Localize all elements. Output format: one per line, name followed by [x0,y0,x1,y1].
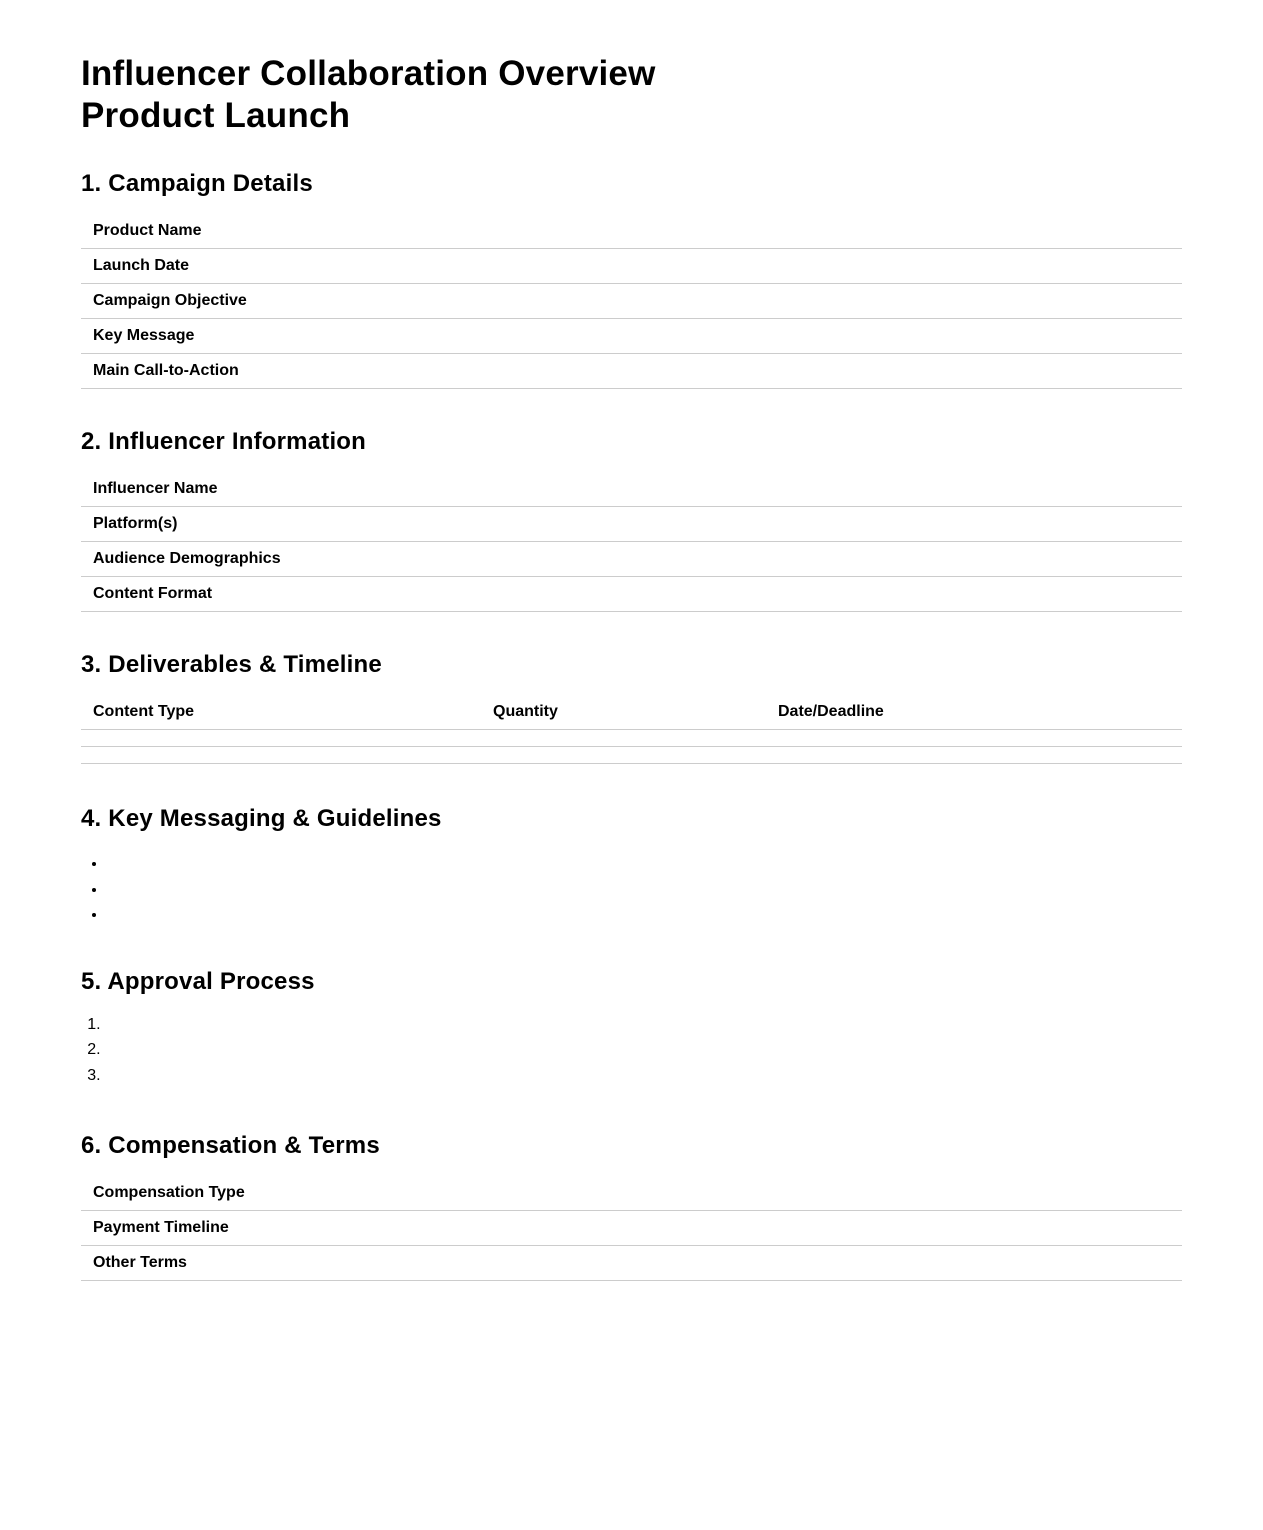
row-value[interactable] [1050,1246,1182,1281]
cell-content-type[interactable] [81,747,481,764]
list-item[interactable] [107,902,1182,928]
table-row [81,319,1182,354]
row-label: Platform(s) [81,507,1070,542]
row-value[interactable] [1051,354,1182,389]
section-heading-compensation: 6. Compensation & Terms [81,1132,380,1159]
row-value[interactable] [1070,542,1182,577]
row-value[interactable] [1070,472,1182,507]
row-label: Main Call-to-Action [81,354,1051,389]
column-header-content-type: Content Type [81,695,481,730]
row-label: Content Format [81,577,1070,612]
row-label: Campaign Objective [81,284,1051,319]
cell-date-deadline[interactable] [766,730,1182,747]
table-row [81,542,1182,577]
table-row [81,214,1182,249]
table-row [81,284,1182,319]
row-label: Audience Demographics [81,542,1070,577]
row-value[interactable] [1070,507,1182,542]
table-row [81,354,1182,389]
section-heading-messaging: 4. Key Messaging & Guidelines [81,805,442,832]
cell-quantity[interactable] [481,730,766,747]
row-label: Product Name [81,214,1051,249]
column-header-date-deadline: Date/Deadline [766,695,1182,730]
table-row [81,1211,1182,1246]
table-row [81,1176,1182,1211]
row-value[interactable] [1051,319,1182,354]
document [81,0,1182,1281]
list-item[interactable] [105,1037,1182,1063]
row-value[interactable] [1051,214,1182,249]
row-value[interactable] [1070,577,1182,612]
table-row [81,249,1182,284]
table-row [81,472,1182,507]
title-line-2: Product Launch [81,96,351,135]
cell-date-deadline[interactable] [766,747,1182,764]
row-label: Compensation Type [81,1176,1050,1211]
messaging-guidelines-list [81,851,1182,928]
list-item[interactable] [107,877,1182,903]
section-heading-approval: 5. Approval Process [81,967,315,995]
row-value[interactable] [1050,1211,1182,1246]
table-header-row [81,695,1182,730]
list-item[interactable] [105,1012,1182,1038]
deliverables-table [81,695,1182,764]
table-row [81,577,1182,612]
table-row [81,1246,1182,1281]
row-value[interactable] [1050,1176,1182,1211]
table-row [81,747,1182,764]
table-row [81,507,1182,542]
row-label: Other Terms [81,1246,1050,1281]
title-line-1: Influencer Collaboration Overview [81,54,656,93]
list-item[interactable] [107,851,1182,877]
column-header-quantity: Quantity [481,695,766,730]
approval-process-list [81,1012,1182,1089]
row-value[interactable] [1051,284,1182,319]
section-heading-deliverables: 3. Deliverables & Timeline [81,651,382,678]
document-title [81,53,1182,137]
section-heading-influencer: 2. Influencer Information [81,428,367,455]
section-heading-campaign: 1. Campaign Details [81,170,313,197]
cell-quantity[interactable] [481,747,766,764]
table-row [81,730,1182,747]
row-label: Payment Timeline [81,1211,1050,1246]
cell-content-type[interactable] [81,730,481,747]
row-label: Influencer Name [81,472,1070,507]
row-label: Launch Date [81,249,1051,284]
list-item[interactable] [105,1063,1182,1089]
row-value[interactable] [1051,249,1182,284]
compensation-terms-table [81,1176,1182,1281]
row-label: Key Message [81,319,1051,354]
campaign-details-table [81,214,1182,389]
influencer-info-table [81,472,1182,612]
